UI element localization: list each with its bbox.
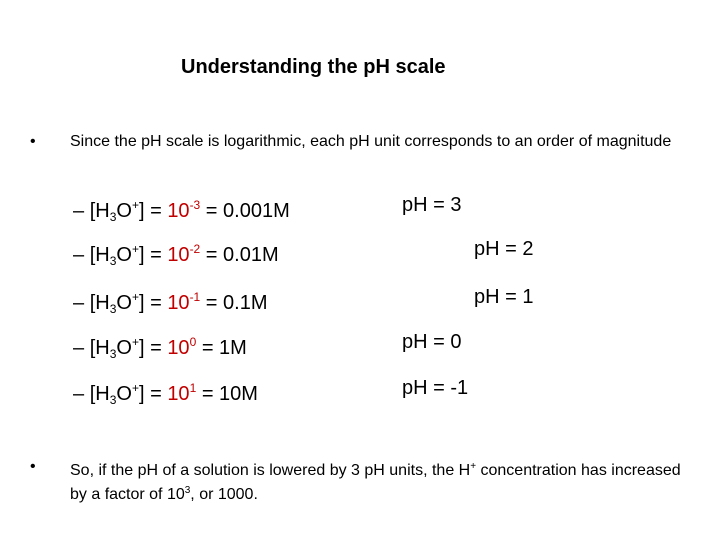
equation-row (73, 237, 279, 273)
charge-plus: + (131, 335, 139, 349)
ph-value: pH = -1 (402, 377, 469, 399)
ph-value: pH = 3 (402, 194, 462, 216)
bracket-h: [H (89, 292, 110, 314)
power-base: 10 (167, 292, 190, 314)
bracket-h: [H (89, 337, 110, 359)
oxygen: O (116, 200, 132, 222)
power-base: 10 (167, 200, 190, 222)
dash: – (73, 337, 85, 359)
charge-plus: + (131, 242, 139, 256)
bullet-marker: • (30, 458, 36, 475)
dash: – (73, 200, 85, 222)
bullet-text (70, 457, 690, 505)
power-base: 10 (167, 337, 190, 359)
dash: – (73, 383, 85, 405)
concentration-value: = 0.01M (205, 244, 279, 266)
power-exponent: 1 (189, 381, 197, 395)
bullet-text-part3: , or 1000. (190, 486, 258, 503)
concentration-value: = 0.1M (205, 292, 268, 314)
bracket-close: ] = (138, 383, 162, 405)
slide-title: Understanding the pH scale (181, 56, 446, 78)
oxygen: O (116, 383, 132, 405)
subscript-3: 3 (109, 254, 117, 268)
oxygen: O (116, 337, 132, 359)
ph-value: pH = 2 (474, 238, 534, 260)
subscript-3: 3 (109, 302, 117, 316)
subscript-3: 3 (109, 347, 117, 361)
subscript-3: 3 (109, 210, 117, 224)
exponent-superscript: 3 (184, 485, 191, 496)
bracket-close: ] = (138, 244, 162, 266)
charge-plus: + (131, 381, 139, 395)
oxygen: O (116, 292, 132, 314)
equation-row (73, 193, 290, 229)
power-exponent: 0 (189, 335, 197, 349)
power-exponent: -2 (189, 242, 201, 256)
bullet-text-part2: concentration has increased by a factor of 10 (70, 462, 681, 503)
bracket-h: [H (89, 244, 110, 266)
dash: – (73, 292, 85, 314)
concentration-value: = 0.001M (205, 200, 290, 222)
concentration-value: = 10M (201, 383, 258, 405)
bracket-h: [H (89, 383, 110, 405)
equation-row (73, 376, 258, 412)
concentration-value: = 1M (201, 337, 247, 359)
bullet-text-part1: So, if the pH of a solution is lowered by 3 pH units, the H (70, 462, 471, 479)
charge-plus: + (131, 198, 139, 212)
power-base: 10 (167, 244, 190, 266)
ph-value: pH = 1 (474, 286, 534, 308)
bracket-close: ] = (138, 292, 162, 314)
bullet-marker: • (30, 133, 36, 150)
charge-plus: + (131, 290, 139, 304)
ph-value: pH = 0 (402, 331, 462, 353)
dash: – (73, 244, 85, 266)
oxygen: O (116, 244, 132, 266)
bracket-close: ] = (138, 200, 162, 222)
subscript-3: 3 (109, 393, 117, 407)
power-base: 10 (167, 383, 190, 405)
bracket-close: ] = (138, 337, 162, 359)
power-exponent: -1 (189, 290, 201, 304)
bullet-text: Since the pH scale is logarithmic, each pH unit corresponds to an order of magnitude (70, 133, 672, 150)
equation-row (73, 330, 247, 366)
plus-superscript: + (470, 461, 477, 472)
bracket-h: [H (89, 200, 110, 222)
equation-row (73, 285, 268, 321)
power-exponent: -3 (189, 198, 201, 212)
